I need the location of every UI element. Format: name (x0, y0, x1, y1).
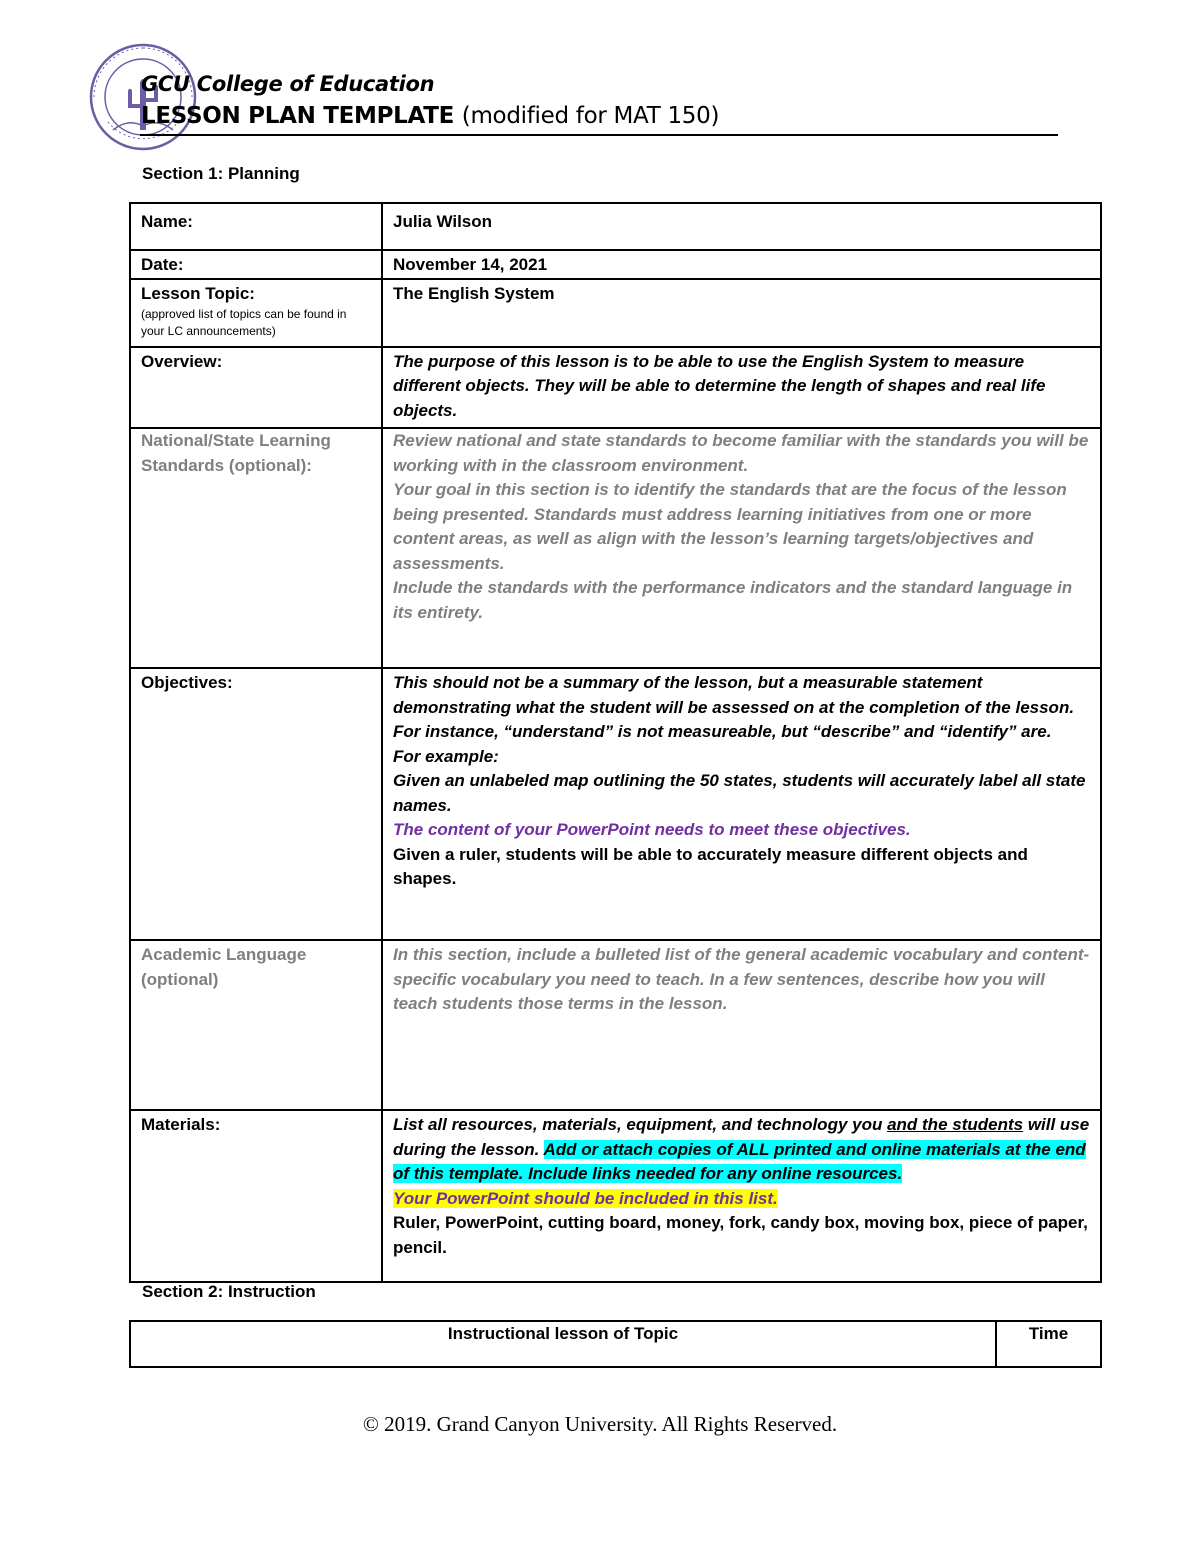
name-label: Name: (130, 203, 382, 250)
objectives-label: Objectives: (130, 668, 382, 940)
objectives-p2: For example: (393, 746, 499, 766)
row-name (130, 203, 1101, 250)
standards-label: National/State Learning Standards (optional): (130, 428, 382, 668)
objectives-p3: Given an unlabeled map outlining the 50 states, students will accurately label all state names. (393, 771, 1086, 815)
topic-cell (130, 279, 382, 347)
academic-p1: In this section, include a bulleted list of the general academic vocabulary and content-specific vocabulary you need to teach. In a few sentences, describe how you will teach students those terms in the lesson. (382, 940, 1101, 1110)
standards-p2: Your goal in this section is to identify the standards that are the focus of the lesson being presented. Standards must address learning initiatives from one or more content areas, as well as align with the lesson’s learning targets/objectives and assessments. (393, 480, 1067, 573)
template-title (141, 103, 719, 129)
topic-label: Lesson Topic: (141, 283, 255, 303)
materials-cell (382, 1110, 1101, 1282)
row-objectives (130, 668, 1101, 940)
name-value: Julia Wilson (382, 203, 1101, 250)
template-note: (modified for MAT 150) (461, 103, 720, 129)
date-value: November 14, 2021 (382, 250, 1101, 279)
materials-p1 (393, 1113, 1090, 1187)
materials-p1b: and the students (887, 1115, 1024, 1134)
template-title-main: LESSON PLAN TEMPLATE (141, 103, 455, 129)
overview-value: The purpose of this lesson is to be able to use the English System to measure different objects. They will be able to determine the length of shapes and real life objects. (382, 347, 1101, 429)
instruction-col-time: Time (996, 1321, 1101, 1367)
standards-cell (382, 428, 1101, 668)
date-label: Date: (130, 250, 382, 279)
instruction-table (129, 1320, 1102, 1368)
materials-label: Materials: (130, 1110, 382, 1282)
materials-p1c: will use during the lesson. (393, 1115, 1090, 1159)
instruction-header-row (130, 1321, 1101, 1367)
row-date (130, 250, 1101, 279)
objectives-p4: The content of your PowerPoint needs to meet these objectives. (393, 820, 911, 839)
objectives-p1: This should not be a summary of the lesson, but a measurable statement demonstrating what the student will be assessed on at the completion of the lesson. For instance, “understand” is not measureable, but “describe” and “identify” are. (393, 673, 1075, 741)
materials-p2: Your PowerPoint should be included in this list. (393, 1188, 778, 1208)
standards-p1: Review national and state standards to become familiar with the standards you will be working with in the classroom environment. (393, 431, 1089, 475)
objectives-cell (382, 668, 1101, 940)
topic-value: The English System (382, 279, 1101, 347)
instruction-col-topic: Instructional lesson of Topic (130, 1321, 996, 1367)
row-academic (130, 940, 1101, 1110)
row-materials (130, 1110, 1101, 1282)
planning-table (129, 202, 1102, 1283)
materials-p1d: Add or attach copies of ALL printed and online materials at the end of this template. Include links needed for any online resources. (393, 1139, 1086, 1183)
materials-p1a: List all resources, materials, equipment, and technology you (393, 1115, 888, 1134)
copyright-footer: © 2019. Grand Canyon University. All Rights Reserved. (362, 1412, 838, 1436)
academic-label: Academic Language (optional) (130, 940, 382, 1110)
objectives-p5: Given a ruler, students will be able to accurately measure different objects and shapes. (393, 844, 1028, 888)
row-overview (130, 347, 1101, 429)
overview-label: Overview: (130, 347, 382, 429)
row-topic (130, 279, 1101, 347)
topic-note: (approved list of topics can be found in your LC announcements) (141, 307, 347, 338)
row-standards (130, 428, 1101, 668)
college-name: GCU College of Education (141, 72, 435, 96)
header-rule (140, 134, 1058, 136)
standards-p3: Include the standards with the performance indicators and the standard language in its entirety. (393, 578, 1073, 622)
section2-title: Section 2: Instruction (142, 1282, 316, 1301)
materials-p2-wrap (393, 1187, 1090, 1212)
section1-title: Section 1: Planning (142, 164, 300, 183)
materials-p3: Ruler, PowerPoint, cutting board, money, fork, candy box, moving box, piece of paper, pencil. (393, 1213, 1088, 1257)
